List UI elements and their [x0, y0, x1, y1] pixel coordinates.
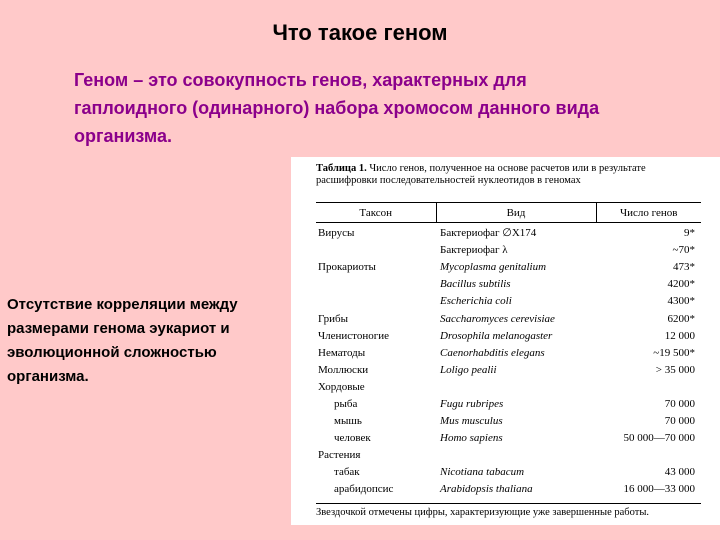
gene-count-cell [596, 379, 701, 396]
gene-count-cell: 4300* [667, 295, 695, 308]
gene-count-cell: 16 000—33 000 [623, 483, 695, 496]
taxon-cell: Моллюски [318, 363, 369, 376]
table-row [316, 379, 701, 396]
species-cell: Fugu rubripes [440, 397, 504, 410]
table-row [316, 276, 701, 293]
species-cell: Arabidopsis thaliana [440, 483, 533, 496]
table-footnote: Звездочкой отмечены цифры, характеризующие уже завершенные работы. [316, 503, 701, 519]
gene-count-cell [596, 447, 701, 464]
taxon-cell [316, 242, 436, 259]
species-cell [436, 379, 596, 396]
taxon-cell: Нематоды [318, 346, 366, 359]
species-cell: Escherichia coli [440, 295, 512, 308]
species-cell: Бактериофаг ∅X174 [440, 227, 537, 240]
table-caption-label: Таблица 1. [316, 163, 367, 174]
table-caption [316, 163, 704, 202]
header-gene-count: Число генов [596, 203, 701, 223]
taxon-cell: арабидопсис [334, 483, 394, 496]
table-header-row [316, 203, 701, 223]
table-row [316, 259, 701, 276]
gene-count-cell: 70 000 [664, 415, 695, 428]
gene-count-cell: 473* [673, 261, 695, 274]
page-title: Что такое геном [272, 20, 448, 45]
taxon-cell: табак [334, 466, 360, 479]
gene-count-cell: ~19 500* [653, 346, 695, 359]
table-row [316, 481, 701, 498]
species-cell [436, 447, 596, 464]
taxon-cell: мышь [334, 415, 362, 428]
species-cell: Бактериофаг λ [440, 244, 508, 257]
gene-count-cell: 6200* [667, 312, 695, 325]
table-row [316, 464, 701, 481]
correlation-note: Отсутствие корреляции между размерами генома эукариот и эволюционной сложностью организма. [7, 296, 238, 385]
gene-count-cell: 70 000 [664, 397, 695, 410]
gene-count-cell: 12 000 [664, 329, 695, 342]
taxon-cell: Растения [318, 449, 361, 462]
table-row [316, 293, 701, 310]
species-cell: Nicotiana tabacum [440, 466, 525, 479]
table-row [316, 345, 701, 362]
table-row [316, 396, 701, 413]
gene-count-cell: 9* [684, 227, 695, 240]
taxon-cell: человек [334, 432, 371, 445]
species-cell: Homo sapiens [440, 432, 503, 445]
gene-count-table [316, 202, 701, 499]
table-row [316, 362, 701, 379]
table-caption-text: Число генов, полученное на основе расчетов или в результате расшифровки последовательностей нуклеотидов в геномах [316, 163, 646, 186]
gene-count-cell: 50 000—70 000 [623, 432, 695, 445]
taxon-cell: рыба [334, 397, 358, 410]
table-row [316, 430, 701, 447]
species-cell: Loligo pealii [440, 363, 497, 376]
header-species: Вид [436, 203, 596, 223]
table-row [316, 447, 701, 464]
species-cell: Caenorhabditis elegans [440, 346, 545, 359]
gene-count-cell: 4200* [667, 278, 695, 291]
species-cell: Mus musculus [440, 415, 503, 428]
table-row [316, 310, 701, 327]
table-row [316, 223, 701, 243]
species-cell: Drosophila melanogaster [440, 329, 553, 342]
taxon-cell: Вирусы [318, 227, 355, 240]
taxon-cell [316, 293, 436, 310]
header-taxon: Таксон [316, 203, 436, 223]
gene-count-cell: 43 000 [664, 466, 695, 479]
genome-definition: Геном – это совокупность генов, характерных для гаплоидного (одинарного) набора хромосом данного вида организма. [74, 70, 600, 146]
taxon-cell [316, 276, 436, 293]
table-row [316, 413, 701, 430]
taxon-cell: Прокариоты [318, 261, 376, 274]
table-row [316, 328, 701, 345]
table-row [316, 242, 701, 259]
gene-count-cell: > 35 000 [655, 363, 695, 376]
species-cell: Bacillus subtilis [440, 278, 511, 291]
species-cell: Mycoplasma genitalium [440, 261, 547, 274]
taxon-cell: Членистоногие [318, 329, 390, 342]
taxon-cell: Хордовые [318, 380, 365, 393]
taxon-cell: Грибы [318, 312, 349, 325]
gene-count-cell: ~70* [672, 244, 695, 257]
gene-count-table-card [291, 157, 720, 525]
species-cell: Saccharomyces cerevisiae [440, 312, 555, 325]
